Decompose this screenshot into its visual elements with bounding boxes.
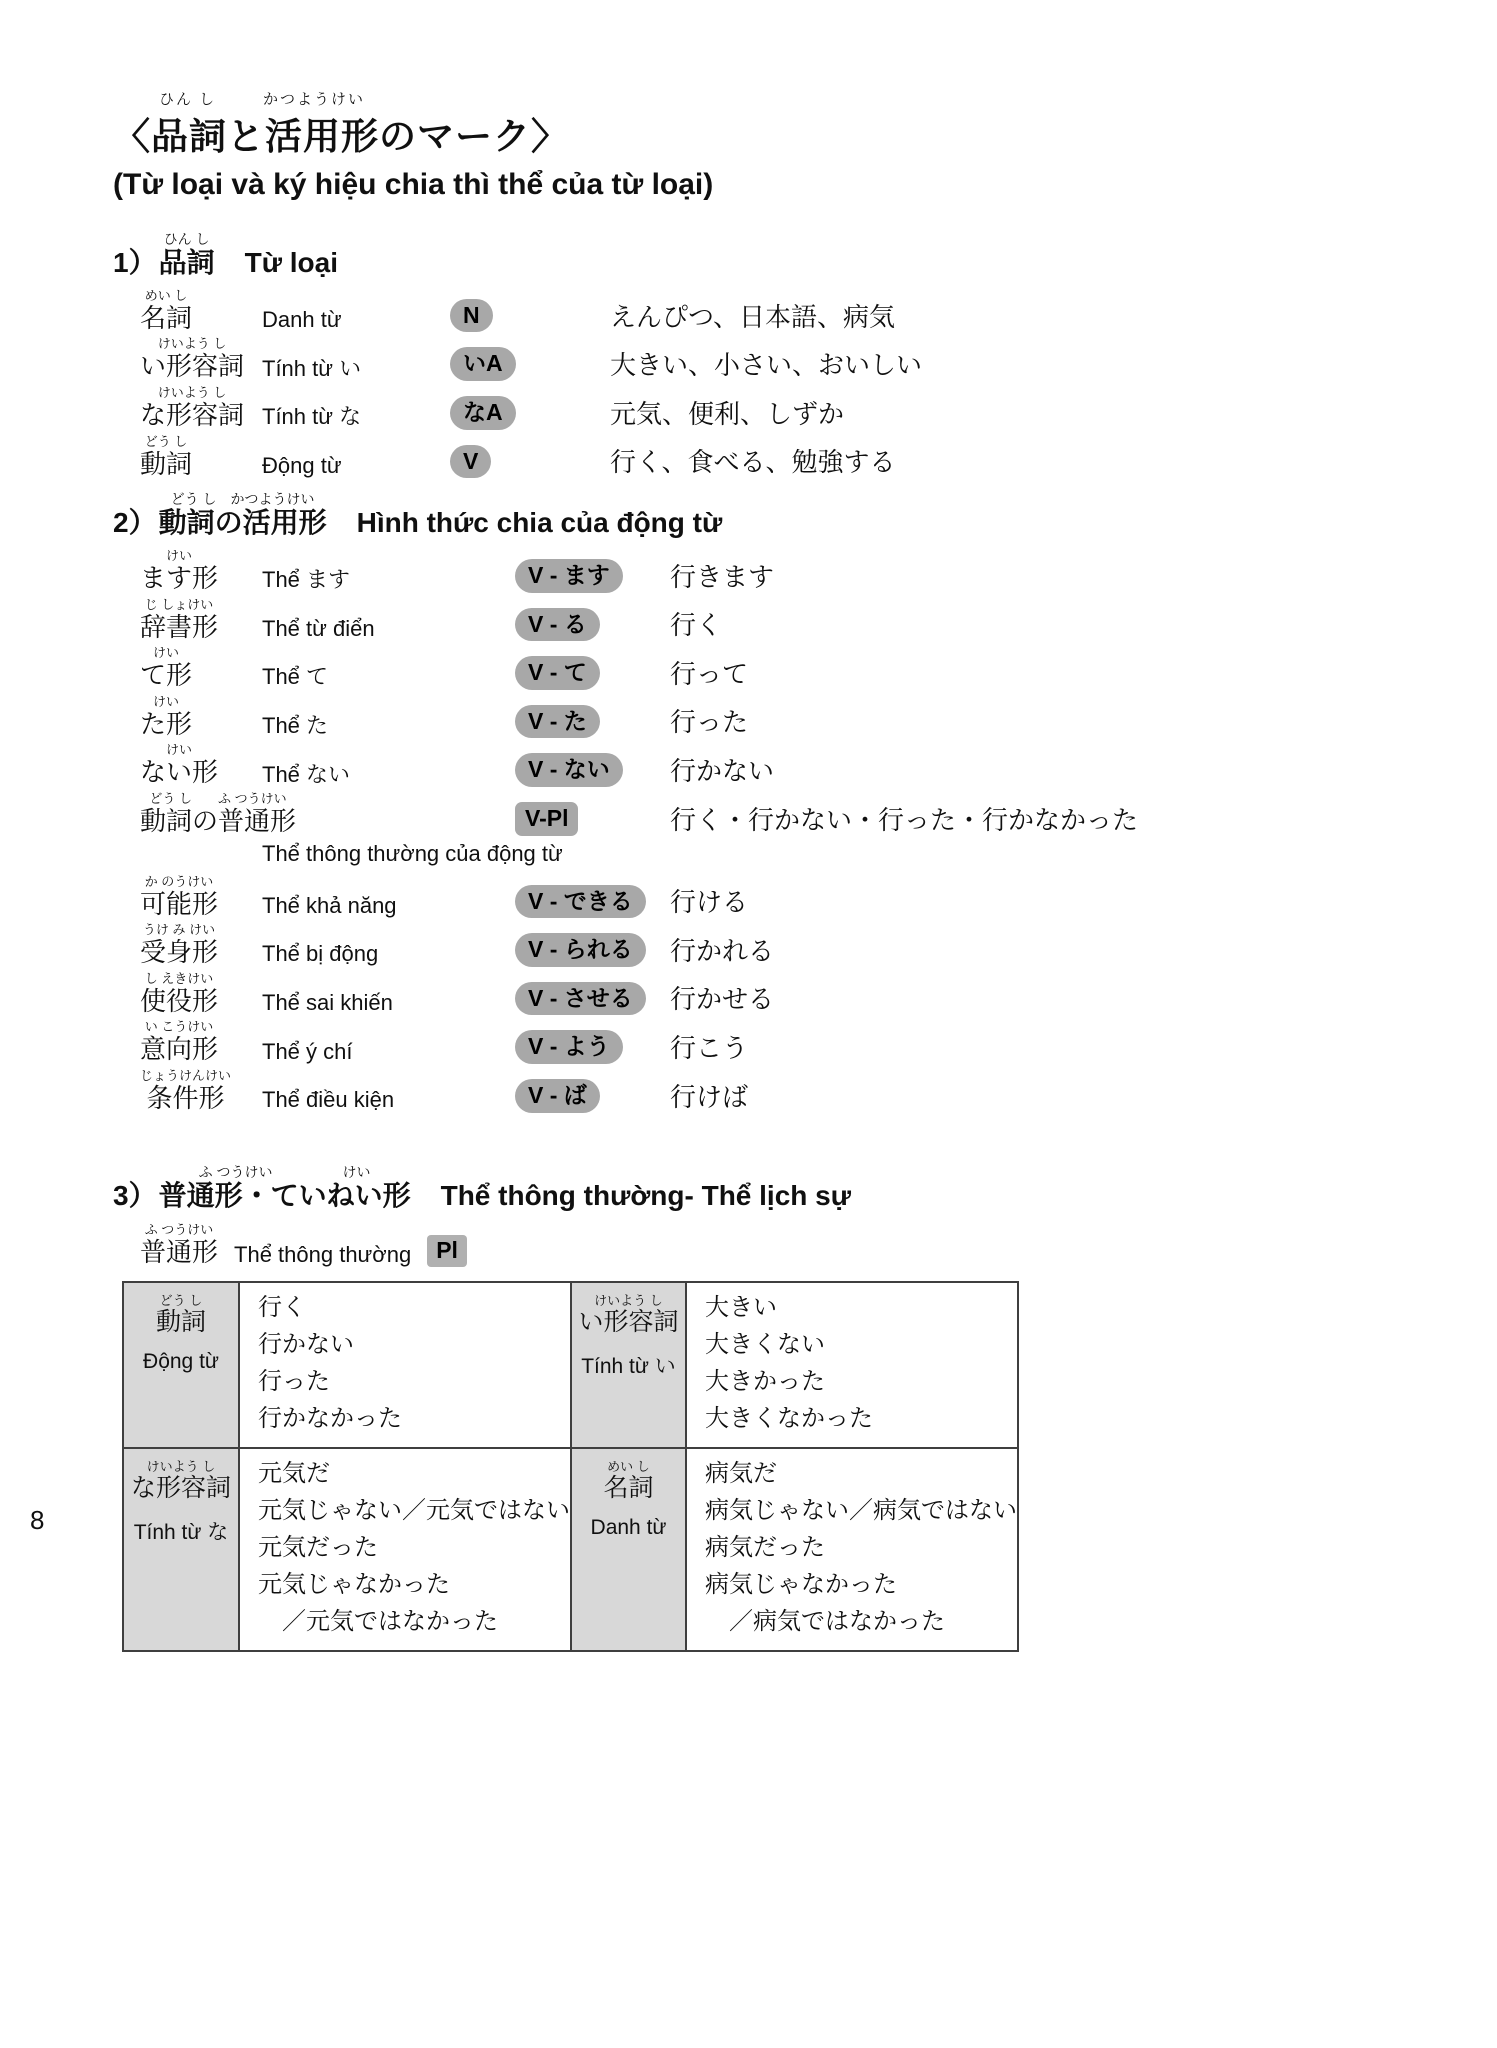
jp-term-text: 名詞 [603, 1473, 654, 1502]
table-line: 病気じゃなかった [705, 1570, 897, 1598]
jp-term-text: い形容詞 [140, 351, 245, 382]
furigana: じょうけんけい [140, 1067, 232, 1083]
vi-label: Tính từ な [133, 1521, 229, 1545]
examples: 行けば [670, 1081, 749, 1112]
badge-cell [515, 933, 646, 967]
furigana: ふ つうけい [144, 1222, 214, 1238]
furigana: ひん し [163, 231, 210, 247]
table-label-i-adjective [571, 1282, 686, 1448]
jp-term [140, 695, 192, 739]
section-title-jp-term [159, 492, 327, 539]
badge-cell [450, 445, 491, 479]
furigana: どう し [159, 1292, 203, 1308]
plain-form-subline [140, 1223, 1457, 1267]
vi-label: Tính từ な [262, 404, 362, 430]
furigana: どう し [144, 433, 188, 449]
examples: えんぴつ、日本語、病気 [610, 301, 895, 332]
table-line: 行く [258, 1293, 306, 1321]
badge-cell [515, 885, 646, 919]
section-number: 3） [113, 1179, 157, 1211]
jp-term-text: 受身形 [140, 937, 219, 968]
table-content-na-adjective [239, 1448, 571, 1651]
examples: 行ける [670, 887, 749, 918]
jp-term [140, 923, 218, 967]
section-title-jp-term [159, 1165, 411, 1212]
examples: 行く、食べる、勉強する [610, 447, 896, 478]
furigana: か のうけい [144, 873, 214, 889]
section-title-jp: 普通形・ていねい形 [158, 1179, 411, 1211]
jp-term [140, 743, 218, 787]
conj-badge: V - できる [515, 885, 646, 919]
jp-term-text: 条件形 [146, 1082, 225, 1113]
furigana: ふ つうけい けい [198, 1163, 371, 1180]
vi-label: Thể thông thường [234, 1241, 412, 1267]
jp-term-text: 動詞 [140, 448, 193, 479]
table-label-na-adjective [123, 1448, 239, 1651]
vi-label: Động từ [143, 1350, 219, 1374]
vi-label: Thể bị động [262, 941, 379, 967]
conj-badge: V - て [515, 656, 600, 690]
vi-label: Danh từ [262, 307, 342, 333]
jp-term-text: 意向形 [140, 1034, 219, 1065]
badge-cell [515, 705, 600, 739]
conj-badge: V - る [515, 608, 600, 642]
badge-cell [515, 1030, 623, 1064]
jp-term-text: な形容詞 [130, 1473, 231, 1502]
pos-row [140, 435, 1457, 479]
badge-cell [515, 559, 623, 593]
jp-term-text: 使役形 [140, 985, 219, 1016]
furigana: けい [153, 645, 180, 661]
table-row [123, 1282, 1018, 1448]
table-line: 行った [258, 1367, 330, 1395]
conj-badge: V-Pl [515, 802, 578, 836]
conj-badge: V - ば [515, 1079, 600, 1113]
jp-term [140, 289, 192, 333]
section-title-vi: Từ loại [244, 247, 338, 278]
examples: 行かない [670, 756, 775, 787]
section-number: 2） [113, 507, 157, 539]
section-title-jp-term [159, 232, 215, 279]
jp-term [140, 875, 218, 919]
jp-term-text: た形 [140, 708, 193, 739]
pos-badge: V [450, 445, 491, 479]
table-label-noun [571, 1448, 686, 1651]
badge-cell [515, 753, 623, 787]
table-row [123, 1448, 1018, 1651]
conj-row [140, 549, 1457, 593]
vi-label: Thể ý chí [262, 1038, 353, 1064]
jp-term-text: な形容詞 [140, 399, 245, 430]
badge-cell [515, 802, 578, 836]
table-label-verb [123, 1282, 239, 1448]
table-line: 大きくない [705, 1330, 825, 1358]
table-line: 大きくなかった [705, 1404, 873, 1432]
examples: 行って [670, 658, 749, 689]
table-line: ／病気ではなかった [705, 1607, 945, 1635]
conj-badge: V - させる [515, 982, 646, 1016]
pos-badge: いA [450, 347, 516, 381]
jp-term [156, 1294, 206, 1337]
section2-heading [113, 492, 1457, 539]
table-line: ／元気ではなかった [258, 1607, 498, 1635]
vi-label: Thể ない [262, 761, 351, 787]
pos-row [140, 289, 1457, 333]
jp-term-text: 辞書形 [140, 611, 219, 642]
jp-term [140, 792, 296, 836]
jp-term [140, 1020, 218, 1064]
jp-term [140, 1069, 231, 1113]
pos-row [140, 386, 1457, 430]
jp-term [140, 549, 218, 593]
conj-badge: V - ない [515, 753, 623, 787]
jp-term-text: 動詞の普通形 [140, 805, 297, 836]
conj-row [140, 598, 1457, 642]
vi-label: Thể thông thường của động từ [262, 840, 563, 866]
furigana: けい [166, 742, 193, 758]
jp-term [578, 1294, 678, 1337]
jp-term-text: 可能形 [140, 888, 219, 919]
conj-badge: V - ます [515, 559, 623, 593]
examples: 大きい、小さい、おいしい [610, 350, 923, 381]
badge-cell [450, 347, 516, 381]
furigana: けい [166, 547, 193, 563]
jp-term [140, 646, 192, 690]
vi-label: Thể khả năng [262, 892, 397, 918]
jp-term [140, 972, 218, 1016]
conj-badge: V - よう [515, 1030, 623, 1064]
furigana: うけ み けい [142, 922, 216, 938]
vi-label: Thể た [262, 713, 329, 739]
section-title-vi: Thể thông thường- Thể lịch sự [440, 1179, 852, 1211]
page-number: 8 [30, 1505, 45, 1535]
vi-label: Thể sai khiến [262, 990, 393, 1016]
section-number: 1） [113, 247, 157, 278]
furigana: し えきけい [144, 970, 214, 986]
vi-label: Động từ [262, 452, 342, 478]
section-title-jp: 品詞 [158, 247, 215, 278]
examples: 行く [670, 610, 723, 641]
jp-term [140, 386, 244, 430]
table-line: 元気だった [258, 1533, 378, 1561]
furigana: めい し [607, 1458, 650, 1474]
section-title-jp: 動詞の活用形 [158, 507, 327, 539]
examples: 行く・行かない・行った・行かなかった [670, 804, 1139, 835]
table-line: 大きかった [705, 1367, 825, 1395]
conj-badge: V - られる [515, 933, 646, 967]
jp-term [603, 1460, 653, 1503]
section1-rows [140, 289, 1457, 478]
table-line: 元気だ [258, 1459, 330, 1487]
jp-term [140, 1223, 218, 1267]
plain-form-table [122, 1281, 1019, 1652]
examples: 行かせる [670, 984, 775, 1015]
jp-term-text: 普通形 [140, 1237, 219, 1268]
table-line: 元気じゃなかった [258, 1570, 450, 1598]
section1-heading [113, 232, 1457, 279]
jp-term-text: 動詞 [155, 1307, 206, 1336]
examples: 行かれる [670, 935, 775, 966]
conj-row [140, 743, 1457, 787]
badge-cell [515, 1079, 600, 1113]
jp-term-text: 名詞 [140, 302, 193, 333]
table-line: 病気だった [705, 1533, 825, 1561]
table-line: 大きい [705, 1293, 777, 1321]
badge-cell [515, 982, 646, 1016]
page-subtitle: (Từ loại và ký hiệu chia thì thể của từ loại) [113, 168, 714, 201]
title-furigana-katsuyoukei: かつようけい [263, 91, 366, 108]
furigana: どう し ふ つうけい [149, 790, 287, 806]
conj-row [140, 695, 1457, 739]
vi-label: Thể từ điển [262, 615, 375, 641]
furigana: けいよう し [157, 336, 227, 352]
examples: 行った [670, 707, 749, 738]
furigana: い こうけい [144, 1019, 214, 1035]
vi-label: Thể ます [262, 567, 351, 593]
section3-heading [113, 1165, 1457, 1212]
plain-badge: Pl [427, 1235, 467, 1267]
jp-term-text: ます形 [140, 562, 219, 593]
furigana: めい し [144, 287, 188, 303]
conj-row-plain-form [140, 792, 1457, 836]
conj-row [140, 875, 1457, 919]
table-line: 行かなかった [258, 1404, 402, 1432]
furigana: どう し かつようけい [170, 491, 315, 508]
conj-row [140, 1020, 1457, 1064]
table-content-verb [239, 1282, 571, 1448]
conj-row [140, 923, 1457, 967]
pos-badge: N [450, 299, 493, 333]
vi-label: Thể điều kiện [262, 1087, 395, 1113]
examples: 行きます [670, 561, 775, 592]
jp-term-text: い形容詞 [578, 1307, 679, 1336]
table-line: 元気じゃない／元気ではない [258, 1496, 570, 1524]
conj-row [140, 646, 1457, 690]
table-line: 病気じゃない／病気ではない [705, 1496, 1017, 1524]
section2-rows [140, 549, 1457, 1113]
furigana: じ しょけい [144, 596, 214, 612]
jp-term-text: て形 [140, 660, 193, 691]
examples: 元気、便利、しずか [610, 398, 845, 429]
pos-badge: なA [450, 396, 516, 430]
conj-badge: V - た [515, 705, 600, 739]
vi-label: Tính từ い [262, 355, 362, 381]
page-title: 〈品詞と活用形のマーク〉 [113, 116, 569, 157]
badge-cell [450, 396, 516, 430]
jp-term-text: ない形 [140, 757, 219, 788]
title-furigana-hinshi: ひん し [159, 91, 217, 108]
badge-cell [450, 299, 493, 333]
page-title-block [113, 88, 1457, 202]
conj-row [140, 1069, 1457, 1113]
examples: 行こう [670, 1033, 749, 1064]
table-line: 行かない [258, 1330, 354, 1358]
jp-term [140, 337, 244, 381]
badge-cell [515, 656, 600, 690]
jp-term [131, 1460, 231, 1503]
vi-label: Tính từ い [581, 1355, 676, 1379]
vi-label: Danh từ [590, 1516, 667, 1540]
pos-row [140, 337, 1457, 381]
table-content-noun [686, 1448, 1018, 1651]
furigana: けいよう し [594, 1292, 663, 1308]
badge-cell [515, 608, 600, 642]
jp-term [140, 598, 218, 642]
section-title-vi: Hình thức chia của động từ [356, 507, 723, 539]
table-line: 病気だ [705, 1459, 777, 1487]
furigana: けい [153, 693, 180, 709]
table-content-i-adjective [686, 1282, 1018, 1448]
conj-row [140, 972, 1457, 1016]
furigana: けいよう し [157, 384, 227, 400]
vi-label: Thể て [262, 664, 329, 690]
jp-term [140, 435, 192, 479]
furigana: けいよう し [146, 1458, 216, 1474]
